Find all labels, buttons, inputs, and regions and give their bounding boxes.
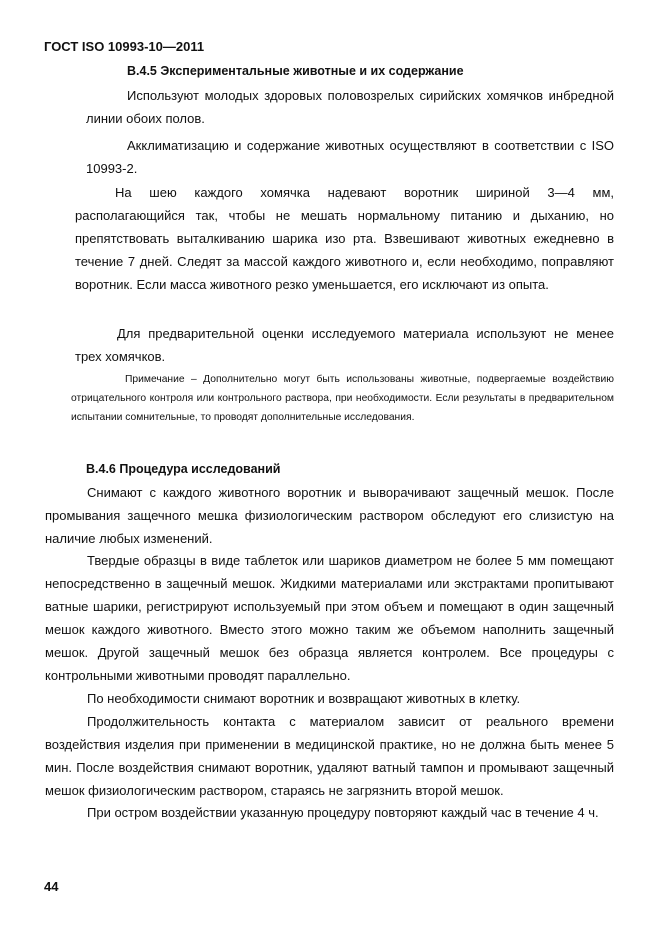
paragraph-b45-2: Акклиматизацию и содержание животных осуществляют в соответствии с ISO 10993-2. <box>86 138 614 176</box>
page-number: 44 <box>44 879 59 894</box>
paragraph-b45-4: Для предварительной оценки исследуемого материала используют не менее трех хомячков. <box>75 326 614 364</box>
paragraph-b46-3: По необходимости снимают воротник и возвращают животных в клетку. <box>87 691 521 706</box>
note-label: Примечание <box>125 374 185 385</box>
paragraph-b45-3: На шею каждого хомячка надевают воротник шириной 3—4 мм, располагающийся так, чтобы не мешать нормальному питанию и дыханию, но препятствовать выталкиванию шарика изо рта. Взвешивают животных ежедневно в течение 7 дней. Следят за массой каждого животного и, если необходимо, поправляют воротник. Если масса животного резко уменьшается, его исключают из опыта. <box>75 185 614 292</box>
paragraph-b46-5: При остром воздействии указанную процедуру повторяют каждый час в течение 4 ч. <box>87 805 599 820</box>
paragraph-b45-1: Используют молодых здоровых половозрелых сирийских хомячков инбредной линии обоих полов. <box>86 88 614 126</box>
paragraph-b46-4: Продолжительность контакта с материалом зависит от реального времени воздействия изделия при применении в медицинской практике, но не должна быть менее 5 мин. После воздействия снимают воротник, удаляют ватный тампон и промывают защечный мешок физиологическим раствором, стараясь не загрязнить второй мешок. <box>45 714 614 798</box>
note-text: – Дополнительно могут быть использованы животные, подвергаемые воздействию отрицательного контроля или контрольного раствора, при необходимости. Если результаты в предварительном испытании сомнительные, то проводят дополнительные исследования. <box>71 374 614 423</box>
section-title-b46: В.4.6 Процедура исследований <box>86 462 281 476</box>
section-title-b45: В.4.5 Экспериментальные животные и их содержание <box>127 64 464 78</box>
paragraph-b46-2: Твердые образцы в виде таблеток или шариков диаметром не более 5 мм помещают непосредственно в защечный мешок. Жидкими материалами или экстрактами пропитывают ватные шарики, регистрируют используемый при этом объем и помещают в один защечный мешок каждого животного. Вместо этого можно таким же объемом наполнить защечный мешок. Другой защечный мешок без образца является контролем. Все процедуры с контрольными животными проводят параллельно. <box>45 553 614 683</box>
paragraph-b46-1: Снимают с каждого животного воротник и выворачивают защечный мешок. После промывания защечного мешка физиологическим раствором обследуют его слизистую на наличие любых изменений. <box>45 485 614 546</box>
note-paragraph <box>71 370 614 427</box>
document-header: ГОСТ ISO 10993-10—2011 <box>44 39 205 54</box>
